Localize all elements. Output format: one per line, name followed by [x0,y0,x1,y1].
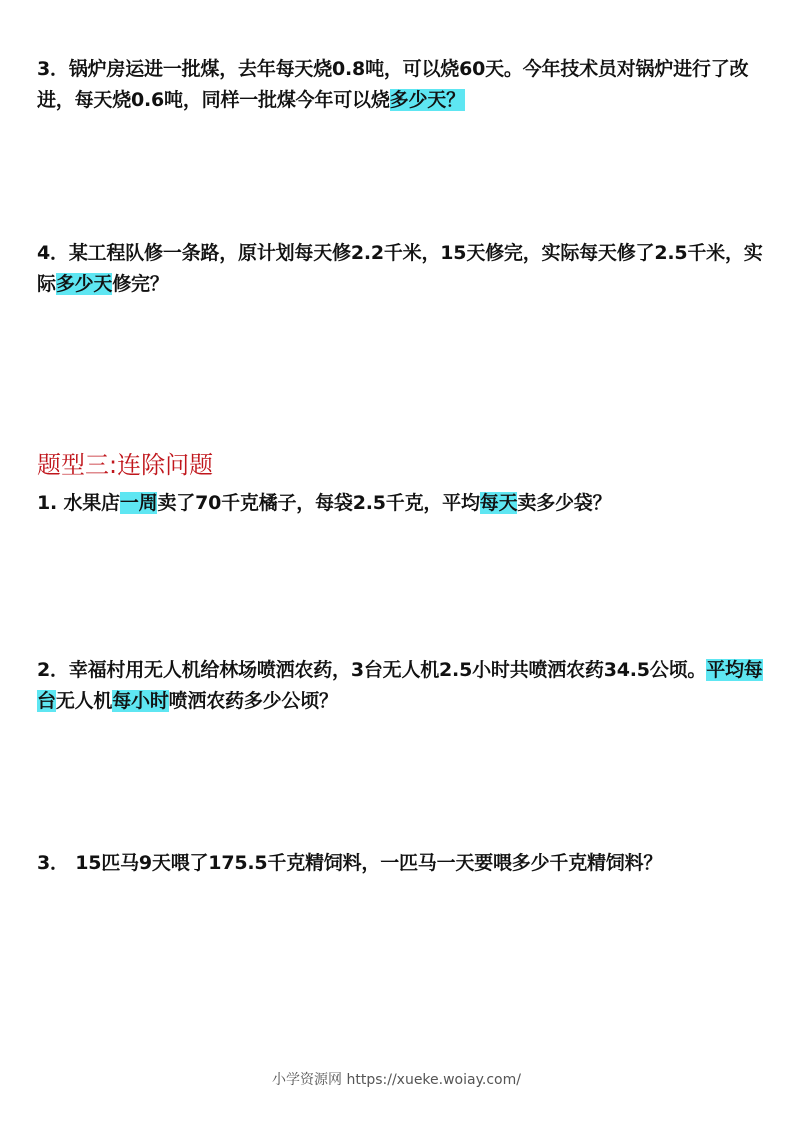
question-text: 无人机 [55,690,113,712]
question-3-horses [37,848,772,879]
question-2-drones [37,655,772,717]
highlighted-keyword: 多少天 [55,273,113,295]
question-text: 修完？ [112,273,169,295]
highlighted-keyword: 一周 [119,492,158,514]
question-text: 1. 水果店 [37,492,120,514]
question-text: 4．某工程队修一条路，原计划每天修2.2千米，15天修完，实际每天修了2.5千米，实际 [37,242,763,295]
question-text: 3． 15匹马9天喂了175.5千克精饲料，一匹马一天要喂多少千克精饲料？ [37,852,663,874]
question-3-boiler-coal [37,54,772,116]
footer-watermark: 小学资源网 https://xueke.woiay.com/ [272,1072,521,1088]
question-text: 喷洒农药多少公顷？ [168,690,338,712]
highlighted-keyword: 平均每台 [37,659,763,712]
question-text: 卖多少袋？ [517,492,612,514]
question-4-road-repair [37,238,772,300]
question-text: 2．幸福村用无人机给林场喷洒农药，3台无人机2.5小时共喷洒农药34.5公顷。 [37,659,707,681]
highlighted-keyword: 每天 [479,492,518,514]
question-1-fruit-shop [37,488,772,519]
question-text: 卖了70千克橘子，每袋2.5千克，平均 [157,492,480,514]
question-text: 3．锅炉房运进一批煤，去年每天烧0.8吨，可以烧60天。今年技术员对锅炉进行了改进，每天烧0.6吨，同样一批煤今年可以烧 [37,58,749,111]
section-title: 题型三:连除问题 [37,451,214,479]
highlighted-keyword: 多少天？ [389,89,465,111]
highlighted-keyword: 每小时 [112,690,169,712]
